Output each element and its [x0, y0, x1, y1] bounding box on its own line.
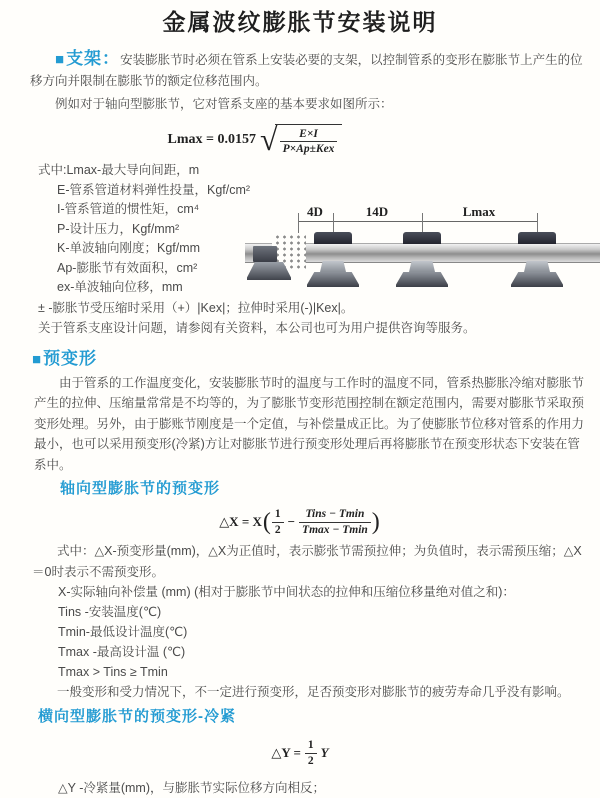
- one-half-denominator: 2: [274, 523, 281, 536]
- lateral-formula-lhs: △Y =: [271, 745, 301, 760]
- support-saddle: [409, 261, 435, 272]
- one-half-denominator: 2: [307, 754, 314, 767]
- axial-note-text: 一般变形和受力情况下，不一定进行预变形，足否预变形对膨胀节的疲劳寿命几乎没有影响。: [57, 685, 570, 699]
- one-half-numerator: 1: [272, 507, 284, 522]
- lateral-subsection-heading: 横向型膨胀节的预变形-冷紧: [38, 708, 236, 725]
- axial-definition-line: Tmax > Tins ≥ Tmin: [58, 665, 168, 679]
- anchor-support-foot: [247, 262, 291, 280]
- temperature-fraction: [299, 507, 371, 537]
- lmax-formula-lhs: Lmax = 0.0157: [167, 132, 257, 147]
- axial-where-clause: 式中：△X-预变形量(mm)，△X为正值时，表示膨张节需预拉伸；为负值时，表示需预压缩；△X＝0时表示不需预变形。: [32, 544, 582, 579]
- plus-minus-note: ± -膨胀节受压缩时采用（+）|Kex|；拉伸时采用(-)|Kex|。: [38, 300, 354, 315]
- temperature-fraction-denominator: Tmax − Tmin: [302, 523, 368, 536]
- page-title: 金属波纹膨胀节安装说明: [162, 9, 438, 35]
- definition-line: 式中:Lmax-最大导向间距，m: [38, 163, 200, 177]
- sqrt-radical: [260, 121, 342, 158]
- lmax-fraction-denominator: P×Ap±Kex: [282, 143, 335, 155]
- definition-line: I-管系管道的惯性矩，cm⁴: [57, 202, 200, 216]
- support-base: [511, 272, 563, 287]
- support-saddle: [524, 261, 550, 272]
- definition-line: Ap-膨胀节有效面积，cm²: [57, 260, 198, 275]
- support-base: [307, 272, 359, 287]
- consulting-note: 关于管系支座设计问题，请参阅有关资料，本公司也可为用户提供咨询等服务。: [38, 320, 476, 335]
- lateral-desc-text: △Y -冷紧量(mm)，与膨胀节实际位移方向相反；: [58, 781, 326, 795]
- pipe-support: [305, 205, 361, 300]
- one-half-fraction: [305, 738, 317, 768]
- support-example-text: 例如对于轴向型膨胀节，它对管系支座的基本要求如图所示：: [55, 97, 393, 111]
- open-paren: (: [262, 509, 271, 535]
- sqrt-radicand: [275, 124, 343, 157]
- axial-predeform-formula: [0, 505, 600, 539]
- predeform-heading-label: 预变形: [43, 348, 98, 368]
- support-heading-label: 支架：: [66, 49, 121, 68]
- lmax-fraction-numerator: E×I: [280, 127, 338, 142]
- support-clamp: [314, 232, 352, 244]
- lateral-predeform-formula: [0, 736, 600, 770]
- axial-definitions-list: [58, 582, 588, 682]
- support-intro-text: 安装膨胀节时必须在管系上安装必要的支架，以控制管系的变形在膨胀节上产生的位移方向并限制在膨胀节的额定位移范围内。: [30, 53, 583, 88]
- axial-formula-lhs: △X = X: [219, 514, 262, 529]
- support-intro-paragraph: [30, 48, 588, 92]
- definition-line: P-设计压力，Kgf/mm²: [57, 221, 180, 236]
- pipe-support: [394, 205, 450, 300]
- axial-definition-line: X-实际轴向补偿量 (mm) (相对于膨胀节中间状态的拉伸和压缩位移量绝对值之和)：: [58, 585, 515, 599]
- close-paren: ): [371, 509, 380, 535]
- lmax-formula: [0, 122, 510, 158]
- axial-definition-line: Tmax -最高设计温 (℃): [58, 645, 186, 659]
- support-base: [396, 272, 448, 287]
- one-half-fraction: [272, 507, 284, 537]
- pipe-support: [509, 205, 565, 300]
- support-clamp: [518, 232, 556, 244]
- blue-square-icon: ■: [55, 51, 66, 68]
- definition-line: E-管系管道材料弹性投量，Kgf/cm²: [57, 182, 251, 197]
- dimension-label-4d: 4D: [307, 204, 323, 219]
- minus-operator: −: [287, 514, 296, 529]
- predeform-section-heading: [32, 348, 588, 371]
- definition-line: K-单波轴向刚度；Kgf/mm: [57, 241, 201, 255]
- predeform-paragraph: 由于管系的工作温度变化，安装膨胀节时的温度与工作时的温度不同，管系热膨胀冷缩对膨胀节产生的拉伸、压缩量常常是不均等的，为了膨胀节变形范围控制在额定范围内，需要对膨胀节采取预变形处理。另外，由于膨账节刚度是一个定值，与补偿量成正比。为了使膨胀节位移对管系的作用力最小，也可以采用预变形(冷紧)方让对膨胀节进行预变形处理后再将膨胀节在预变形状态下安装在管系中。: [34, 375, 585, 472]
- sqrt-sign-icon: √: [260, 121, 278, 158]
- axial-definition-line: Tmin-最低设计温度(℃): [58, 625, 188, 639]
- one-half-numerator: 1: [305, 738, 317, 753]
- support-section-heading: [55, 49, 120, 68]
- anchor-support-block: [253, 246, 277, 262]
- pipe-support-diagram: [245, 205, 600, 300]
- support-clamp: [403, 232, 441, 244]
- lmax-fraction: [280, 127, 338, 157]
- blue-square-icon: ■: [32, 350, 43, 368]
- dimension-label-14d: 14D: [365, 204, 389, 219]
- document-page: [0, 9, 600, 795]
- axial-subsection-heading: 轴向型膨胀节的预变形: [60, 480, 221, 497]
- axial-definition-line: Tins -安装温度(℃): [58, 605, 162, 619]
- lateral-formula-rhs: Y: [320, 745, 329, 760]
- dimension-label-lmax: Lmax: [462, 204, 496, 219]
- definition-line: ex-单波轴向位移，mm: [57, 280, 183, 294]
- support-saddle: [320, 261, 346, 272]
- temperature-fraction-numerator: Tins − Tmin: [299, 507, 371, 522]
